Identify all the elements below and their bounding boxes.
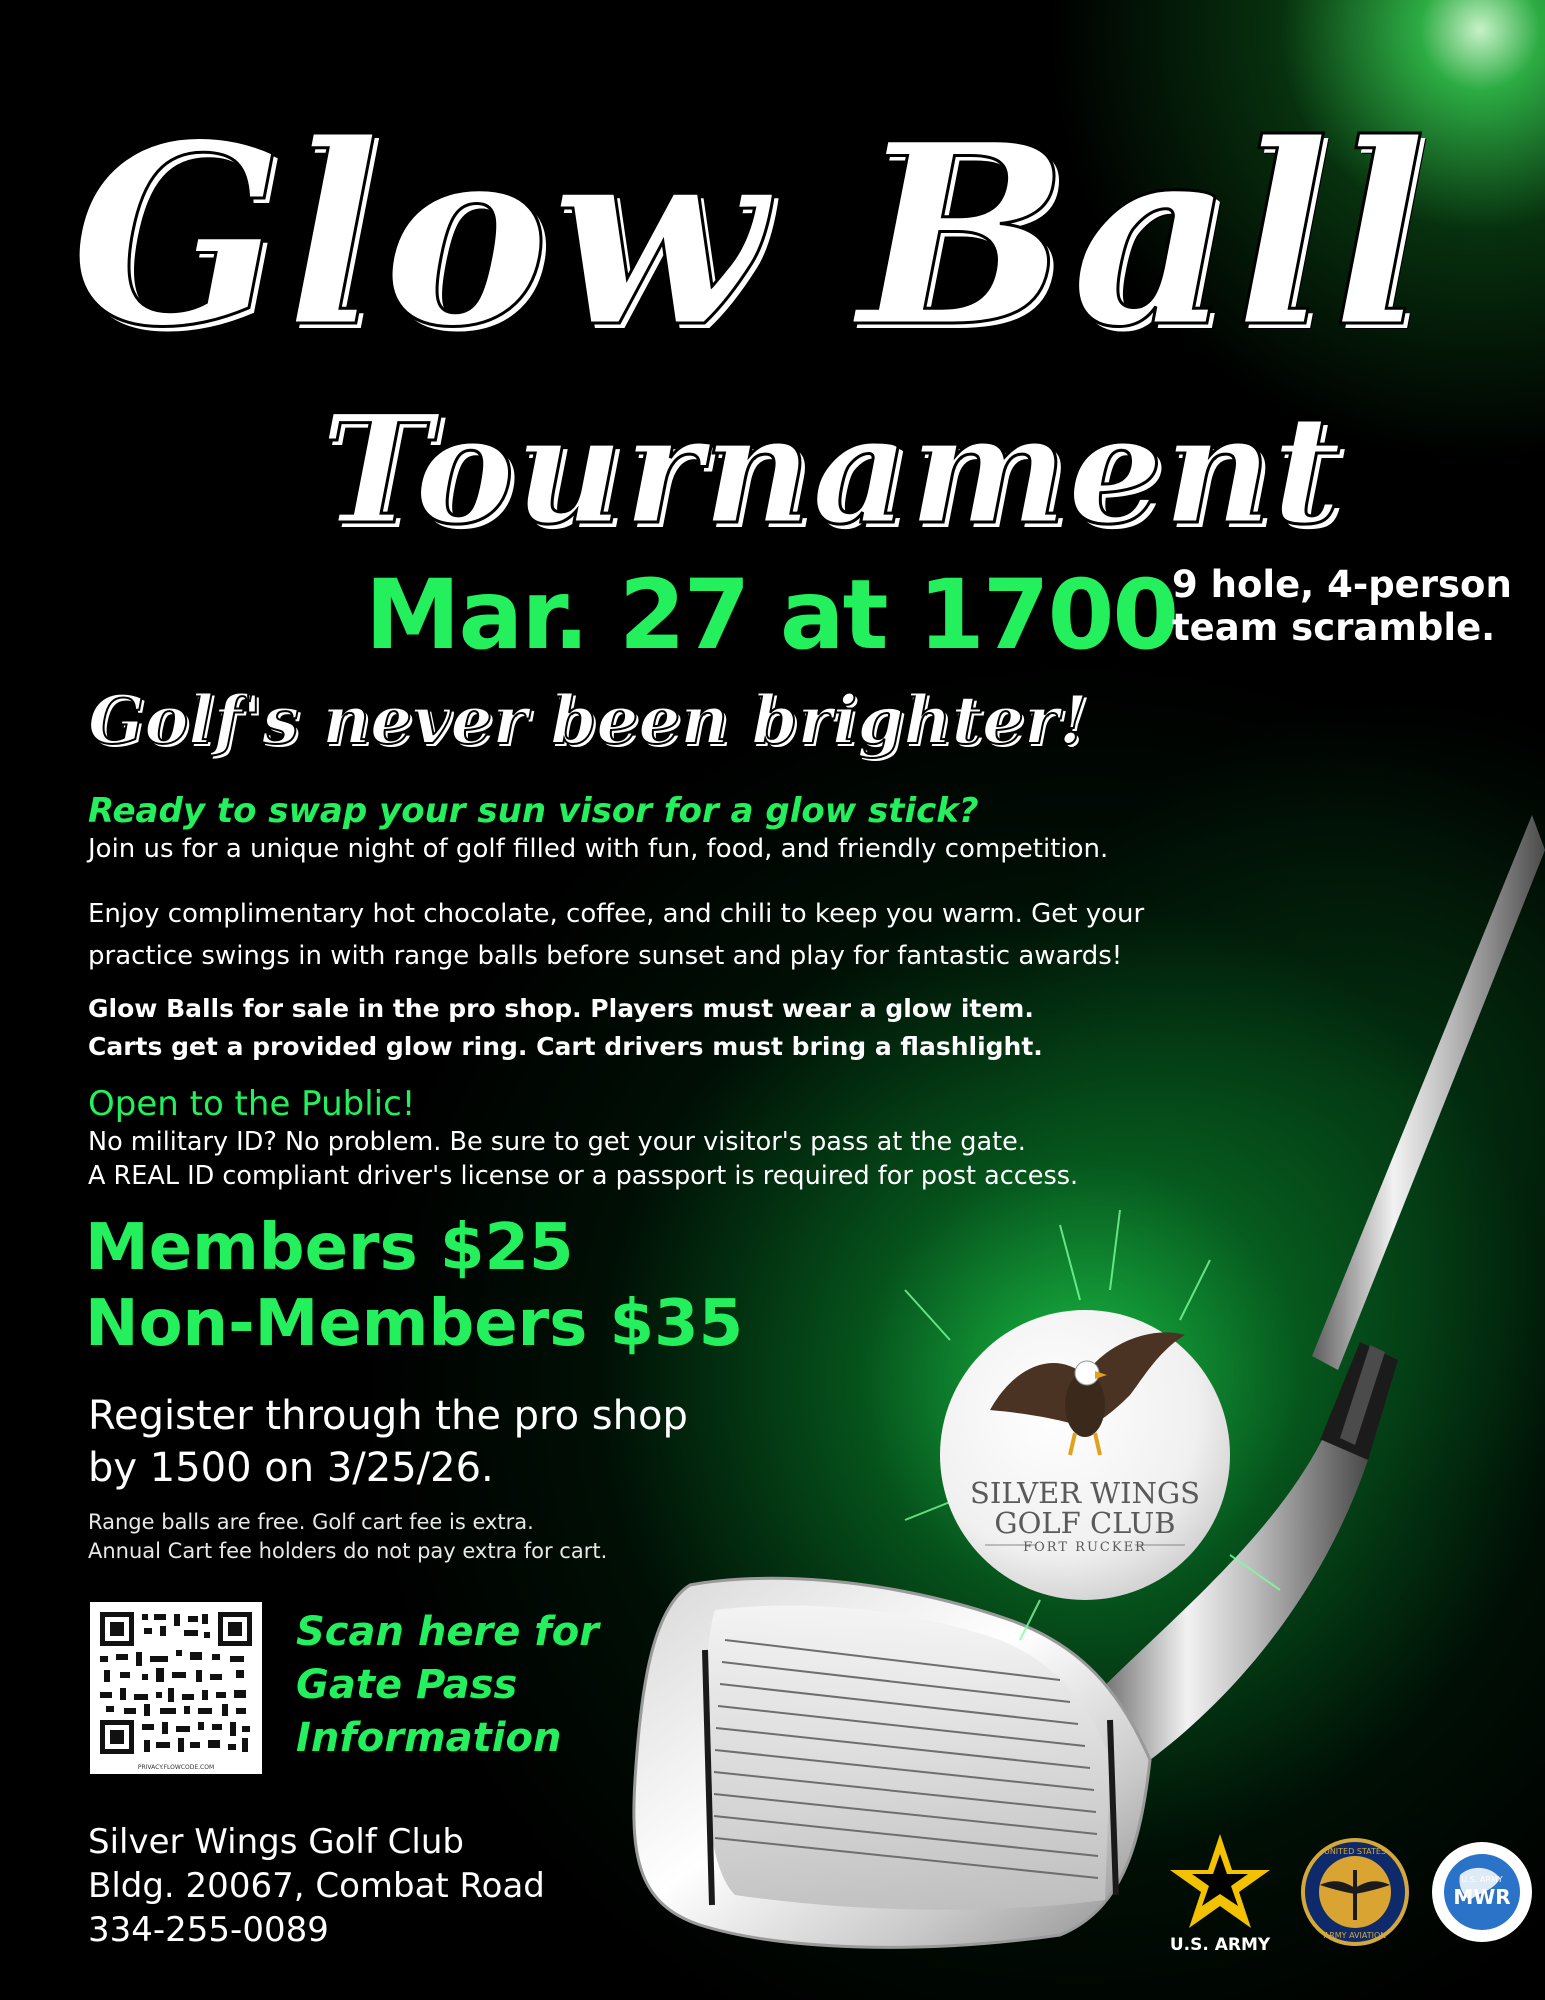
mwr-logo-text: MWR: [1453, 1885, 1511, 1909]
rules-line1: Glow Balls for sale in the pro shop. Players must wear a glow item.: [88, 994, 1034, 1023]
qr-code-icon: [90, 1602, 262, 1774]
qr-caption: [296, 1606, 599, 1765]
public-headline: Open to the Public!: [88, 1084, 416, 1124]
qr-footer: PRIVACY.FLOWCODE.COM: [137, 1764, 215, 1771]
us-army-star-icon: [1170, 1834, 1270, 1928]
public-line1: No military ID? No problem. Be sure to get your visitor's pass at the gate.: [88, 1127, 1026, 1157]
title-glow-ball: Glow Ball: [70, 88, 1429, 382]
ball-logo-line2: GOLF CLUB: [994, 1506, 1176, 1540]
intro-headline: Ready to swap your sun visor for a glow stick?: [88, 791, 979, 831]
army-logo-text: U.S. ARMY: [1169, 1935, 1271, 1955]
qr-caption-line1: Scan here for: [296, 1609, 599, 1655]
silver-wings-golf-ball-logo: [935, 1305, 1235, 1605]
registration-section: [88, 1390, 688, 1494]
rules-line2: Carts get a provided glow ring. Cart drivers must bring a flashlight.: [88, 1032, 1043, 1061]
partner-logos: [1160, 1830, 1540, 1970]
intro-section: [88, 790, 1388, 866]
mwr-logo-top: U.S. ARMY: [1461, 1875, 1503, 1884]
details-line1: Enjoy complimentary hot chocolate, coffee, and chili to keep you warm. Get your: [88, 899, 1145, 929]
tagline: Golf's never been brighter!: [88, 681, 1088, 759]
notes-line1: Range balls are free. Golf cart fee is extra.: [88, 1510, 534, 1534]
ball-logo-line3: FORT RUCKER: [1023, 1540, 1147, 1555]
price-members: Members $25: [85, 1211, 574, 1285]
aviation-logo-top: UNITED STATES: [1323, 1847, 1387, 1856]
aviation-logo-bottom: ARMY AVIATION: [1323, 1931, 1387, 1940]
price-non-members: Non-Members $35: [85, 1287, 744, 1361]
qr-caption-line2: Gate Pass: [296, 1662, 518, 1708]
title-tournament: Tournament: [320, 382, 1342, 558]
club-name: Silver Wings Golf Club: [88, 1822, 464, 1862]
notes-line2: Annual Cart fee holders do not pay extra for cart.: [88, 1539, 608, 1563]
registration-line2: by 1500 on 3/25/26.: [88, 1445, 494, 1491]
event-date-time: Mar. 27 at 1700: [365, 559, 1178, 671]
qr-caption-line3: Information: [296, 1715, 562, 1761]
registration-line1: Register through the pro shop: [88, 1393, 688, 1439]
ball-logo-line1: SILVER WINGS: [970, 1476, 1200, 1510]
details-section: [88, 893, 1388, 977]
public-section: [88, 1083, 1388, 1193]
notes-section: [88, 1508, 607, 1566]
intro-text: Join us for a unique night of golf filled with fun, food, and friendly competition.: [88, 834, 1109, 864]
rules-section: [88, 990, 1388, 1066]
address-block: [88, 1820, 545, 1952]
details-line2: practice swings in with range balls before sunset and play for fantastic awards!: [88, 941, 1123, 971]
pricing-section: [85, 1210, 743, 1362]
club-street: Bldg. 20067, Combat Road: [88, 1866, 545, 1906]
public-line2: A REAL ID compliant driver's license or a passport is required for post access.: [88, 1161, 1079, 1191]
gate-pass-qr-code[interactable]: [90, 1602, 262, 1774]
club-phone: 334-255-0089: [88, 1910, 329, 1950]
event-format: 9 hole, 4-person team scramble.: [1172, 563, 1512, 649]
